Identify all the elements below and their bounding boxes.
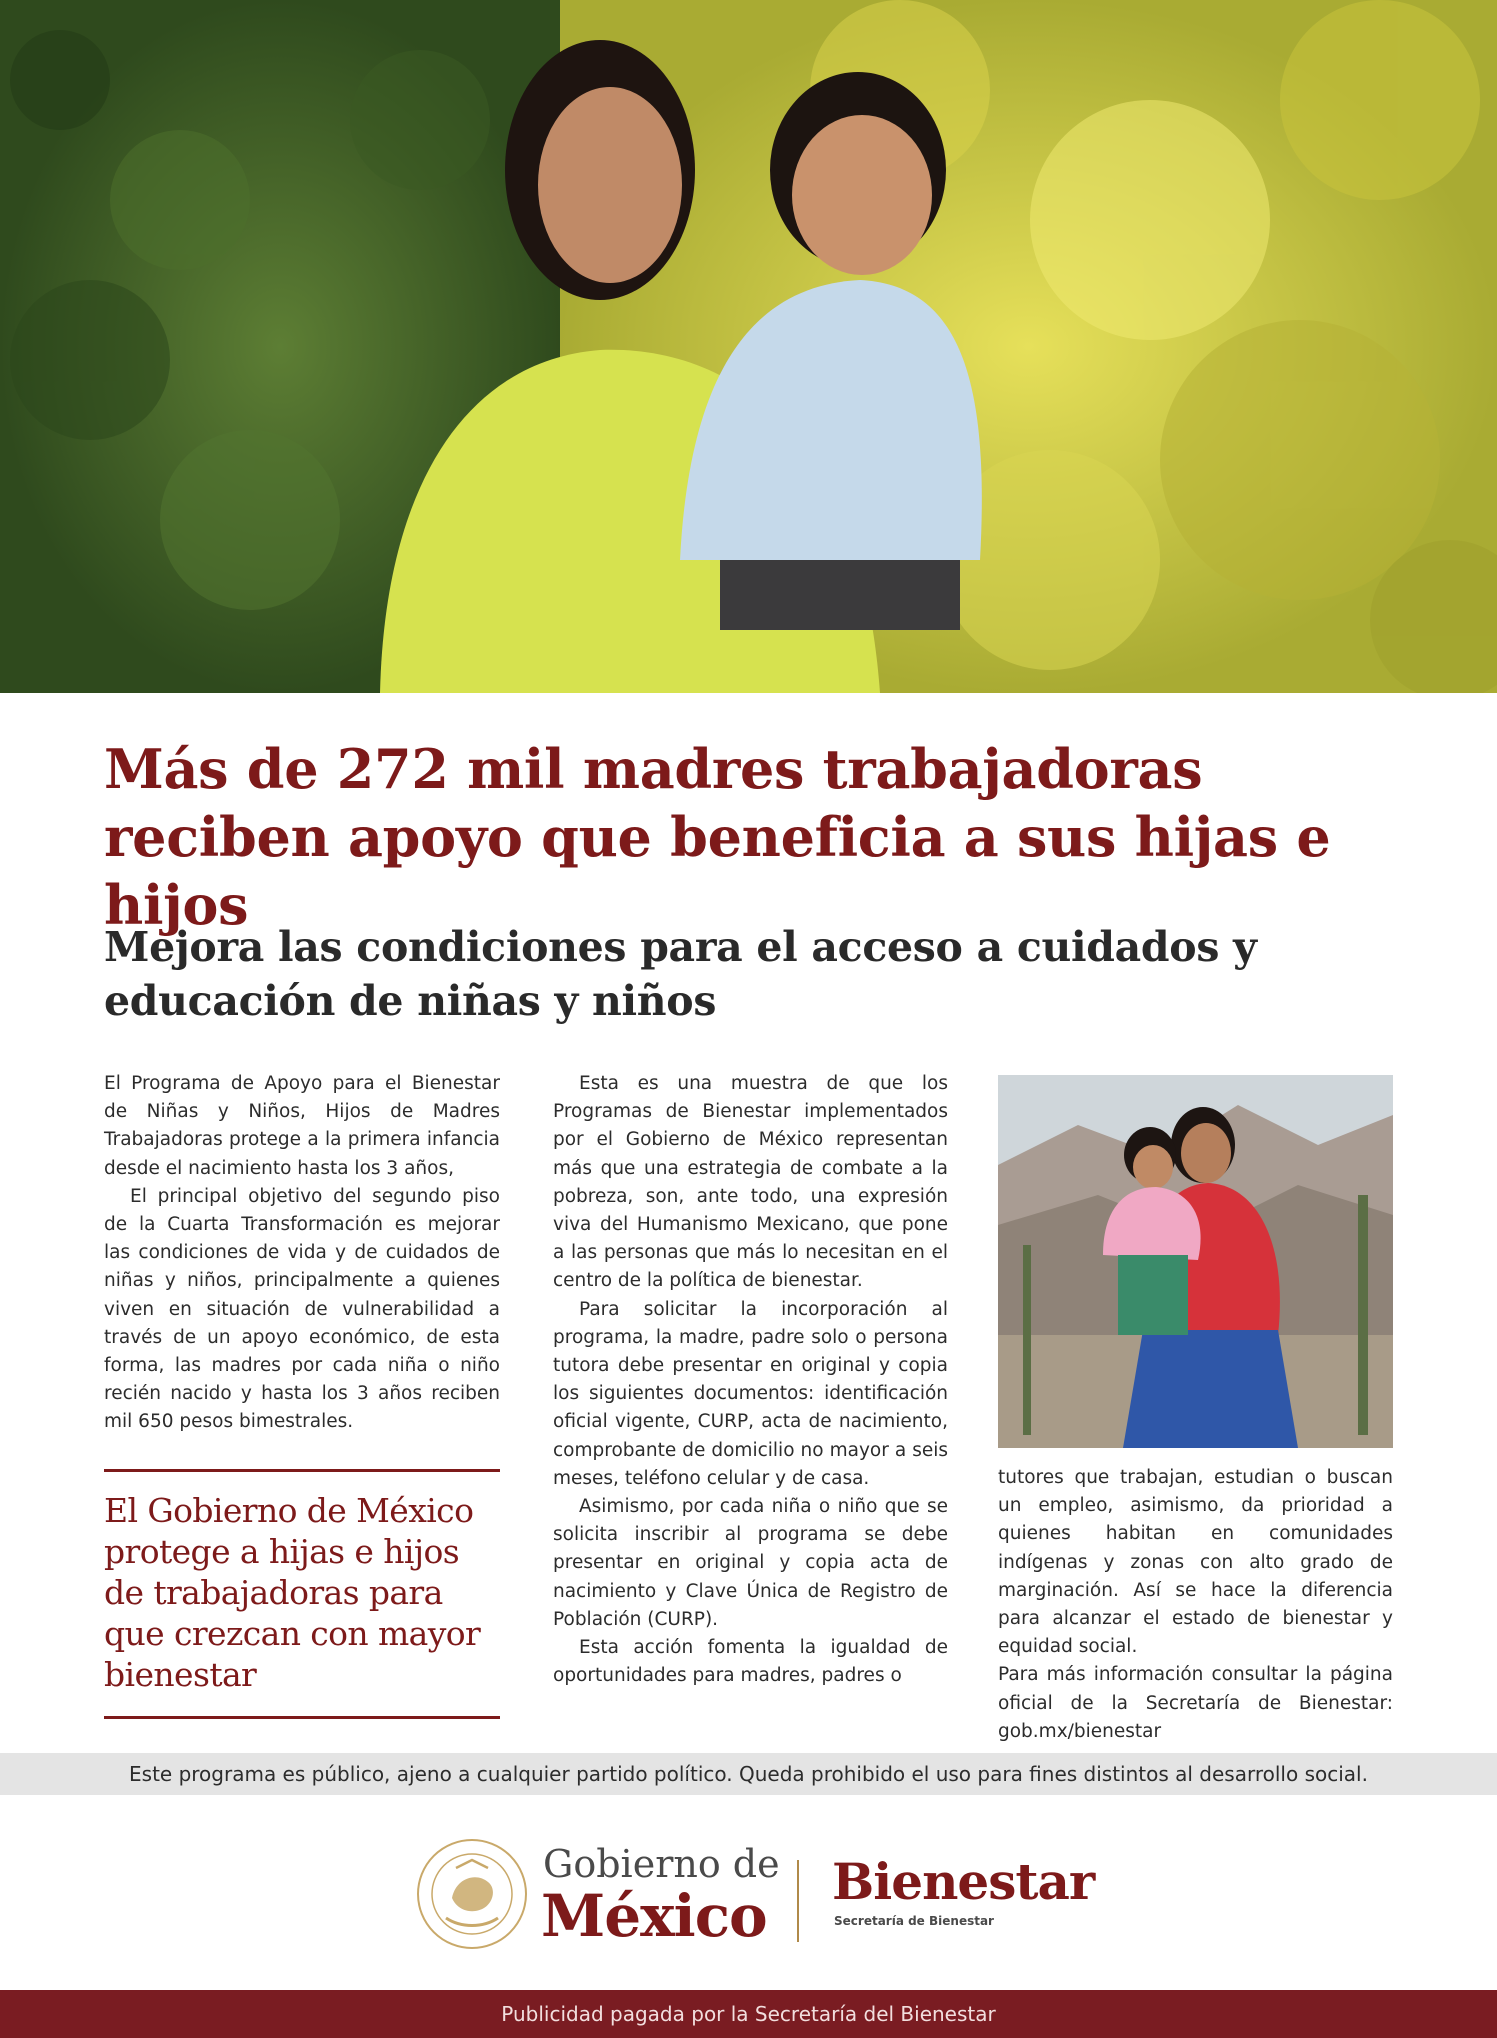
article-column-2	[553, 1070, 948, 1690]
secondary-photo	[998, 1075, 1393, 1448]
col3-paragraph-2: Para más información consultar la página oficial de la Secretaría de Bienestar: gob.mx/bienestar	[998, 1664, 1393, 1742]
col2-paragraph-2: Para solicitar la incorporación al programa, la madre, padre solo o persona tutora debe presentar en original y copia los siguientes documentos: identificación oficial vigente, CURP, acta de nacimiento, comprobante de domicilio no mayor a seis meses, teléfono celular y de casa.	[553, 1298, 948, 1489]
col2-paragraph-3: Asimismo, por cada niña o niño que se solicita inscribir al programa se debe presentar en original y copia acta de nacimiento y Clave Única de Registro de Población (CURP).	[553, 1496, 948, 1630]
gobierno-logo-line-1: Gobierno de	[543, 1842, 780, 1886]
col1-paragraph-1: El Programa de Apoyo para el Bienestar de Niñas y Niños, Hijos de Madres Trabajadoras protege a la primera infancia desde el nacimiento hasta los 3 años,	[104, 1073, 500, 1179]
col1-paragraph-2: El principal objetivo del segundo piso de la Cuarta Transformación es mejorar las condiciones de vida y de cuidados de niñas y niños, principalmente a quienes viven en situación de vulnerabilidad a través de un apoyo económico, de esta forma, las madres por cada niña o niño recién nacido y hasta los 3 años reciben mil 650 pesos bimestrales.	[104, 1185, 500, 1433]
hero-photo	[0, 0, 1497, 693]
col3-paragraph-1: tutores que trabajan, estudian o buscan un empleo, asimismo, da prioridad a quienes habitan en comunidades indígenas y zonas con alto grado de marginación. Así se hace la diferencia para alcanzar el estado de bienestar y equidad social.	[998, 1467, 1393, 1658]
logos-row	[0, 1830, 1497, 1970]
bienestar-logo: Bienestar	[832, 1852, 1095, 1911]
article-column-1	[104, 1070, 500, 1437]
paid-advertising-footer: Publicidad pagada por la Secretaría del Bienestar	[0, 1990, 1497, 2038]
headline: Más de 272 mil madres trabajadoras reciben apoyo que beneficia a sus hijas e hijos	[104, 737, 1331, 937]
col2-paragraph-4: Esta acción fomenta la igualdad de oportunidades para madres, padres o	[553, 1637, 948, 1687]
article-column-3	[998, 1464, 1393, 1746]
col2-paragraph-1: Esta es una muestra de que los Programas de Bienestar implementados por el Gobierno de México representan más que una estrategia de combate a la pobreza, son, ante todo, una expresión viva del Humanismo Mexicano, que pone a las personas que más lo necesitan en el centro de la política de bienestar.	[553, 1073, 948, 1292]
pull-quote	[104, 1469, 500, 1719]
disclaimer-bar: Este programa es público, ajeno a cualquier partido político. Queda prohibido el uso para fines distintos al desarrollo social.	[0, 1753, 1497, 1795]
mexico-seal-icon	[416, 1838, 528, 1950]
pull-quote-text: El Gobierno de México protege a hijas e hijos de trabajadoras para que crezcan con mayor bienestar	[104, 1491, 481, 1694]
gobierno-logo-line-2: México	[541, 1882, 767, 1950]
subheadline: Mejora las condiciones para el acceso a cuidados y educación de niñas y niños	[104, 923, 1257, 1025]
bienestar-logo-subtitle: Secretaría de Bienestar	[834, 1914, 994, 1928]
logo-divider	[797, 1860, 799, 1942]
secondary-photo-illustration	[998, 1075, 1393, 1448]
hero-photo-illustration	[0, 0, 1497, 693]
